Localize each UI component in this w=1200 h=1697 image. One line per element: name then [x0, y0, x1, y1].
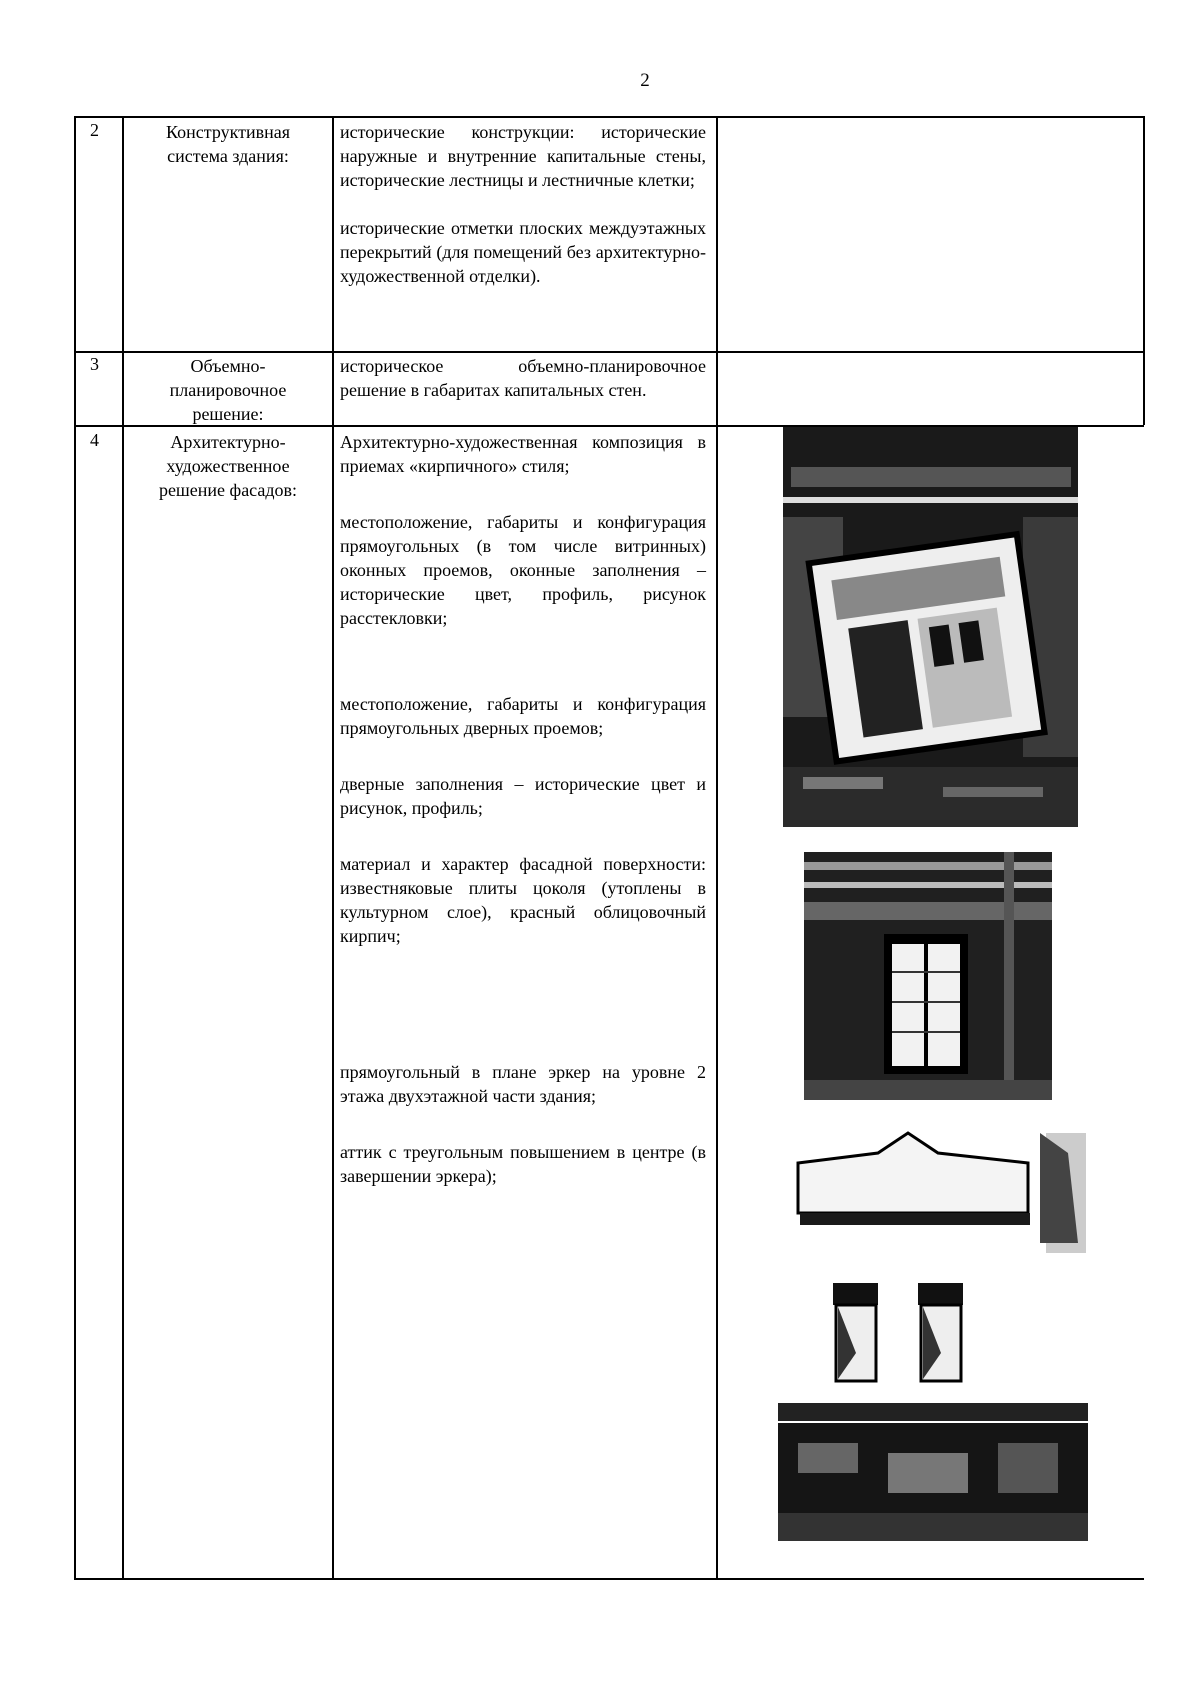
- facade-photo-bay-attic: [778, 1123, 1088, 1541]
- facade-photo-window: [783, 427, 1078, 827]
- description-paragraph: материал и характер фасадной поверхности: известняковые плиты цоколя (утоплены в культурном слое), красный облицовочный кирпич;: [340, 854, 706, 946]
- row-label: Объемно-планировочное решение:: [169, 356, 287, 424]
- description-paragraph: исторические отметки плоских междуэтажных перекрытий (для помещений без архитектурно-художественной отделки).: [340, 218, 706, 286]
- description-paragraph: местоположение, габариты и конфигурация прямоугольных (в том числе витринных) оконных проемов, оконные заполнения – исторические цвет, профиль, рисунок расстекловки;: [340, 512, 706, 628]
- description-paragraph: исторические конструкции: исторические наружные и внутренние капитальные стены, исторические лестницы и лестничные клетки;: [340, 122, 706, 190]
- description-paragraph: историческое объемно-планировочное решение в габаритах капитальных стен.: [340, 356, 706, 400]
- row-description: [340, 430, 706, 1188]
- row-number: 3: [90, 354, 99, 374]
- description-paragraph: аттик с треугольным повышением в центре (в завершении эркера);: [340, 1142, 706, 1186]
- description-paragraph: дверные заполнения – исторические цвет и рисунок, профиль;: [340, 774, 706, 818]
- page-number: 2: [640, 70, 650, 91]
- description-paragraph: прямоугольный в плане эркер на уровне 2 этажа двухэтажной части здания;: [340, 1062, 706, 1106]
- row-number: 4: [90, 430, 99, 450]
- facade-photo-door: [804, 852, 1052, 1100]
- row-description: [340, 120, 706, 288]
- description-paragraph: Архитектурно-художественная композиция в приемах «кирпичного» стиля;: [340, 432, 706, 476]
- row-label: Архитектурно-художественное решение фасадов:: [158, 432, 298, 500]
- row-number: 2: [90, 120, 99, 140]
- row-description: [340, 354, 706, 402]
- description-paragraph: местоположение, габариты и конфигурация прямоугольных дверных проемов;: [340, 694, 706, 738]
- row-label: Конструктивная система здания:: [166, 122, 290, 166]
